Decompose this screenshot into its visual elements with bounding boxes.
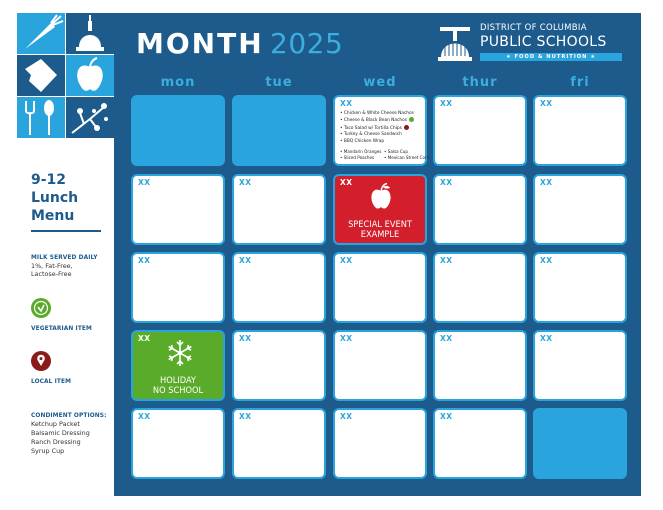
calendar-cell-empty	[131, 95, 225, 166]
date-placeholder: XX	[138, 412, 151, 421]
side-item: • Mexican Street Corn	[384, 154, 430, 160]
date-placeholder: XX	[440, 334, 453, 343]
logo-food-nutrition-text: ★ FOOD & NUTRITION ★	[506, 54, 596, 60]
calendar-cell-holiday	[131, 330, 225, 401]
calendar-cell	[433, 95, 527, 166]
logo-district-text: DISTRICT OF COLUMBIA	[480, 23, 587, 33]
calendar-cell	[533, 95, 627, 166]
calendar-cell	[232, 330, 326, 401]
logo-dome-icon	[434, 23, 476, 63]
day-header-wed: wed	[363, 75, 397, 90]
calendar-cell	[433, 174, 527, 245]
date-placeholder: XX	[540, 178, 553, 187]
calendar-cell-menu	[333, 95, 430, 166]
date-placeholder: XX	[239, 256, 252, 265]
fork-spoon-icon	[17, 97, 65, 138]
title-month: MONTH	[136, 27, 264, 60]
calendar-cell	[232, 252, 326, 323]
calendar-cell	[333, 408, 427, 479]
condiment-label: CONDIMENT OPTIONS:	[31, 411, 107, 419]
menu-title-divider	[31, 230, 101, 232]
date-placeholder: XX	[138, 178, 151, 187]
day-header-mon: mon	[160, 75, 196, 90]
date-placeholder: XX	[440, 256, 453, 265]
condiment-item: Ranch Dressing	[31, 438, 81, 446]
date-placeholder: XX	[440, 99, 453, 108]
day-header-fri: fri	[570, 75, 590, 90]
carrot-icon	[17, 13, 65, 54]
vegetarian-badge-icon	[409, 117, 414, 122]
condiment-item: Ketchup Packet	[31, 420, 80, 428]
calendar-cell	[433, 252, 527, 323]
condiment-item: Balsamic Dressing	[31, 429, 90, 437]
cherry-blossom-icon	[66, 97, 114, 138]
sidebar-icon-tiles	[17, 13, 114, 137]
calendar-cell	[433, 330, 527, 401]
side-item: • Mandarin Oranges	[340, 149, 382, 154]
milk-text-line: Lactose-Free	[31, 270, 72, 278]
menu-title-meal: Lunch	[31, 190, 79, 206]
calendar-cell	[433, 408, 527, 479]
date-placeholder: XX	[239, 178, 252, 187]
side-item: • Sliced Peaches	[340, 154, 375, 160]
menu-title-grade: 9-12	[31, 172, 67, 188]
date-placeholder: XX	[340, 412, 353, 421]
calendar-cell	[333, 252, 427, 323]
dc-map-icon	[17, 55, 65, 96]
calendar-panel	[114, 13, 641, 496]
calendar-cell	[333, 330, 427, 401]
snowflake-icon	[165, 338, 195, 368]
date-placeholder: XX	[540, 334, 553, 343]
vegetarian-icon	[31, 298, 51, 318]
entree-item: • BBQ Chicken Wrap	[340, 138, 385, 144]
date-placeholder: XX	[239, 412, 252, 421]
title-year: 2025	[270, 27, 344, 60]
entree-item: • Turkey & Cheese Sandwich	[340, 132, 402, 138]
date-placeholder: XX	[540, 256, 553, 265]
date-placeholder: XX	[340, 334, 353, 343]
calendar-cell	[232, 408, 326, 479]
side-list	[340, 149, 428, 160]
date-placeholder: XX	[440, 412, 453, 421]
capitol-dome-icon	[66, 13, 114, 54]
date-placeholder: XX	[340, 256, 353, 265]
calendar-cell	[533, 252, 627, 323]
entree-item: • Chicken & White Cheese Nachos	[340, 111, 414, 116]
calendar-cell-special-event	[333, 174, 427, 245]
day-header-thur: thur	[462, 75, 498, 90]
side-row	[340, 155, 428, 161]
entree-list	[340, 111, 428, 145]
date-placeholder: XX	[540, 99, 553, 108]
side-item: • Salsa Cup	[384, 149, 408, 154]
calendar-cell	[131, 252, 225, 323]
calendar-cell	[232, 174, 326, 245]
date-placeholder: XX	[239, 334, 252, 343]
entree-item: • Taco Salad w/ Tortilla Chips	[340, 125, 428, 132]
holiday-line2: NO SCHOOL	[152, 385, 204, 396]
calendar-cell-empty	[533, 408, 627, 479]
date-placeholder: XX	[340, 178, 353, 187]
calendar-cell-empty	[232, 95, 326, 166]
local-pin-icon	[31, 351, 51, 371]
special-event-line1: SPECIAL EVENT	[348, 219, 412, 230]
vegetarian-label: VEGETARIAN ITEM	[31, 324, 92, 332]
local-badge-icon	[404, 125, 409, 130]
milk-label: MILK SERVED DAILY	[31, 253, 98, 261]
milk-text-line: 1%, Fat-Free,	[31, 262, 73, 270]
entree-item: • Cheese & Black Bean Nachos	[340, 117, 428, 124]
logo-schools-text: PUBLIC SCHOOLS	[480, 34, 607, 50]
special-event-line2: EXAMPLE	[360, 229, 400, 240]
date-placeholder: XX	[138, 256, 151, 265]
date-placeholder: XX	[138, 334, 151, 343]
local-label: LOCAL ITEM	[31, 377, 72, 385]
apple-icon	[365, 182, 397, 212]
day-header-tue: tue	[265, 75, 293, 90]
holiday-line1: HOLIDAY	[160, 375, 196, 386]
menu-title-word: Menu	[31, 208, 75, 224]
dcps-logo	[434, 21, 634, 71]
menu-sheet	[17, 13, 641, 496]
calendar-cell	[131, 174, 225, 245]
condiment-item: Syrup Cup	[31, 447, 65, 455]
date-placeholder: XX	[440, 178, 453, 187]
apple-icon	[66, 55, 114, 96]
milk-text	[31, 262, 73, 278]
sidebar	[17, 13, 115, 496]
calendar-cell	[533, 330, 627, 401]
date-placeholder: XX	[340, 99, 353, 108]
calendar-cell	[533, 174, 627, 245]
calendar-cell	[131, 408, 225, 479]
condiment-list	[31, 420, 90, 456]
menu-title	[31, 171, 103, 225]
